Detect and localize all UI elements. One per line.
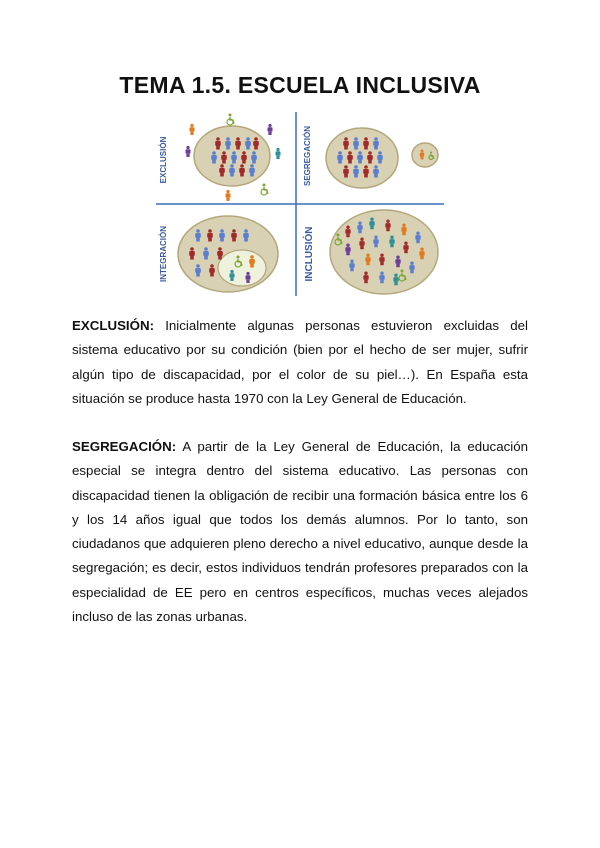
page-title: TEMA 1.5. ESCUELA INCLUSIVA — [119, 72, 481, 98]
paragraph-heading: SEGREGACIÓN: — [72, 439, 177, 454]
segregation-group-small — [412, 143, 438, 167]
inclusion-diagram — [152, 108, 448, 300]
integration-label: INTEGRACIÓN — [159, 226, 168, 282]
person-icon — [225, 190, 230, 201]
wheelchair-icon — [261, 184, 268, 196]
person-icon — [185, 146, 190, 157]
paragraph-text: Inicialmente algunas personas estuvieron excluidas del sistema educativo por su condición (bien por el hecho de ser mujer, sufrir algún tipo de discapacidad, por el color de su piel…). En España esta situación se produce hasta 1970 con la Ley General de Educación. — [72, 318, 528, 406]
paragraph-text: A partir de la Ley General de Educación, la educación especial se integra dentro del sistema educativo. Las personas con discapacidad tienen la obligación de recibir una formación básica entre los 6 y los 14 años igual que todos los demás alumnos. Por lo tanto, son ciudadanos que adquieren pleno derecho a nivel educativo, aunque desde la segregación; es decir, estos individuos tendrán profesores preparados con la especialidad de EE pero en centros específicos, muchas veces alejados incluso de las zonas urbanas. — [72, 439, 528, 625]
integration-inner-group — [218, 250, 266, 286]
wheelchair-icon — [227, 114, 234, 126]
paragraph-heading: EXCLUSIÓN: — [72, 318, 155, 333]
exclusion-label: EXCLUSIÓN — [159, 136, 168, 184]
person-icon — [275, 148, 280, 159]
paragraph-segregation — [72, 435, 528, 629]
inclusion-label: INCLUSIÓN — [304, 226, 315, 282]
segregation-label: SEGREGACIÓN — [303, 125, 312, 187]
paragraph-exclusion — [72, 314, 528, 411]
person-icon — [267, 124, 272, 135]
person-icon — [189, 124, 194, 135]
